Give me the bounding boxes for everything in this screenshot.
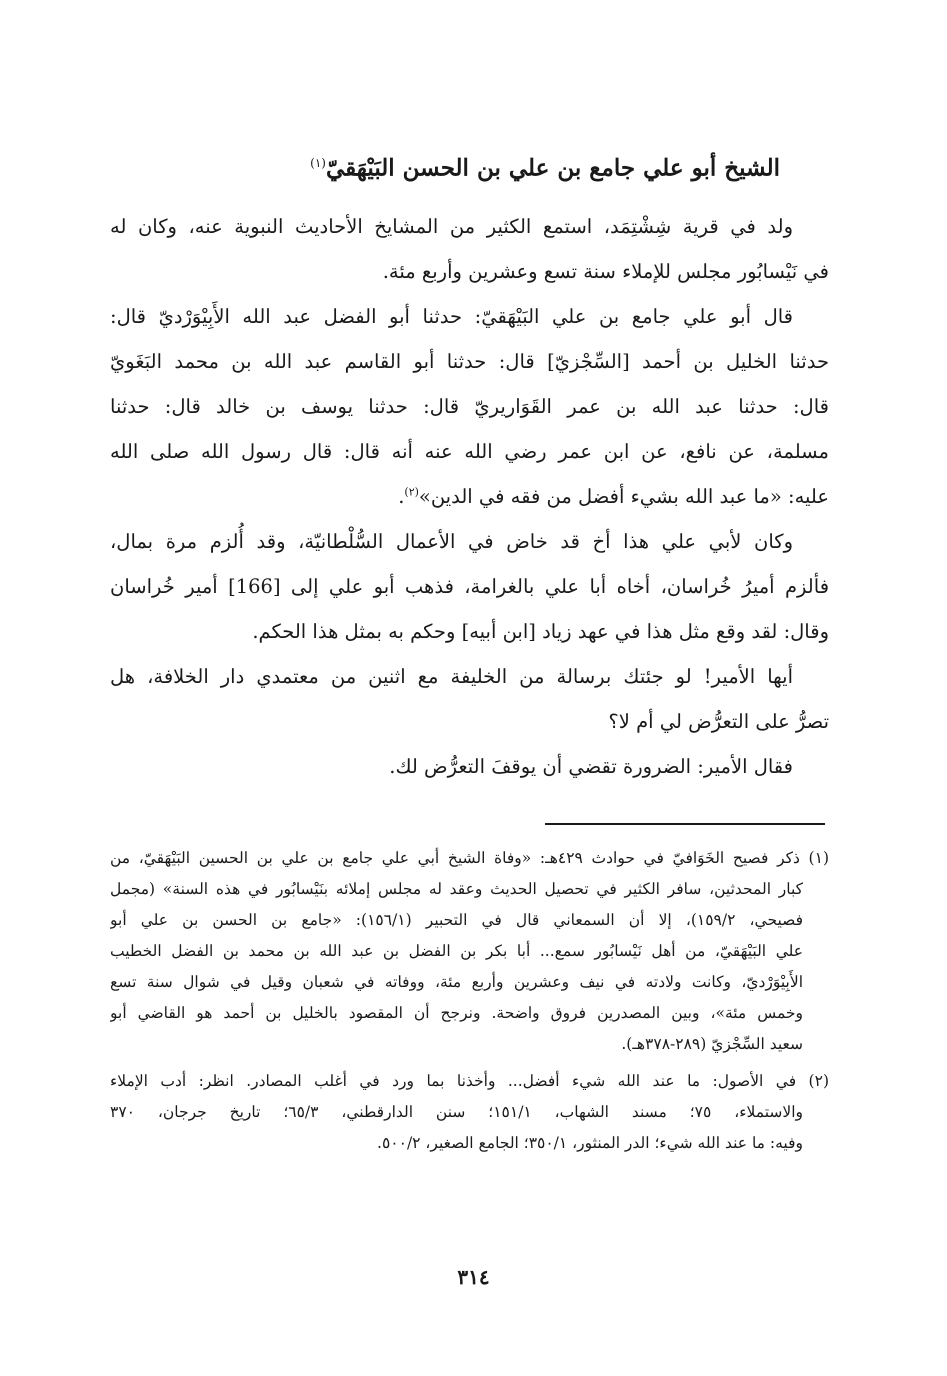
title-footnote-marker: (١) [310, 156, 326, 170]
footnote-line: فصيحي، ١٥٩/٢)، إلا أن السمعاني قال في التحبير (١٥٦/١): «جامع بن الحسن بن علي أبو [110, 911, 804, 929]
text-line-content: عليه: «ما عبد الله بشيء أفضل من فقه في الدين» [418, 485, 829, 508]
page-number: ٣١٤ [457, 1265, 490, 1289]
text-line: قال: حدثنا عبد الله بن عمر القَوَاريريّ قال: حدثنا يوسف بن خالد قال: حدثنا [110, 395, 829, 418]
footnote-line: وخمس مئة»، وبين المصدرين فروق واضحة. ونرجح أن المقصود بالخليل بن أحمد هو القاضي أبو [110, 1004, 803, 1022]
text-line: قال أبو علي جامع بن علي البَيْهَقيّ: حدثنا أبو الفضل عبد الله الأَبِيْوَرْديّ قال: [110, 305, 793, 328]
text-line: حدثنا الخليل بن أحمد [السِّجْزيّ] قال: حدثنا أبو القاسم عبد الله بن محمد البَغَويّ [110, 350, 829, 373]
footnote-line: (٢) في الأصول: ما عند الله شيء أفضل... وأخذنا بما ورد في أغلب المصادر. انظر: أدب الإملاء [110, 1072, 829, 1090]
footnotes [110, 843, 829, 1159]
footnote-line: كبار المحدثين، سافر الكثير في تحصيل الحديث وعقد له مجلس إملائه بنَيْسابُور في هذه السنة» (مجمل [110, 880, 803, 898]
footnote-marker: (٢) [404, 485, 419, 499]
footnote-line: وفيه: ما عند الله شيء؛ الدر المنثور، ٣٥٠/١؛ الجامع الصغير، ٥٠٠/٢. [377, 1134, 803, 1152]
text-line: ولد في قرية شِشْتِمَد، استمع الكثير من المشايخ الأحاديث النبوية عنه، وكان له [110, 215, 793, 238]
footnote-line: علي البَيْهَقيّ، من أهل نَيْسابُور سمع... أبا بكر بن الفضل بن عبد الله بن محمد بن الفضل الخطيب [110, 942, 803, 960]
body-text [110, 204, 829, 789]
text-line: في نَيْسابُور مجلس للإملاء سنة تسع وعشرين وأربع مئة. [382, 260, 829, 283]
footnote-line: سعيد السِّجْزيّ (٢٨٩-٣٧٨هـ). [621, 1035, 803, 1053]
text-line: فألزم أميرُ خُراسان، أخاه أبا علي بالغرامة، فذهب أبو علي إلى [166] أمير خُراسان [110, 575, 829, 598]
footnote-line: والاستملاء، ٧٥؛ مسند الشهاب، ١٥١/١؛ سنن الدارقطني، ٦٥/٣؛ تاريخ جرجان، ٣٧٠ [110, 1103, 803, 1121]
text-line: مسلمة، عن نافع، عن ابن عمر رضي الله عنه أنه قال: قال رسول الله صلى الله [110, 440, 829, 463]
text-line: تصرُّ على التعرُّض لي أم لا؟ [608, 710, 829, 733]
text-line: عليه: «ما عبد الله بشيء أفضل من فقه في الدين»$^{(٢)}$. [398, 485, 829, 508]
section-title-text: الشيخ أبو علي جامع بن علي بن الحسن البَيْهَقيّ [325, 154, 780, 182]
text-line: فقال الأمير: الضرورة تقضي أن يوقفَ التعرُّض لك. [389, 755, 793, 778]
footnote-line: الأَبِيْوَرْديّ، وكانت ولادته في نيف وعشرين وأربع مئة، ووفاته في شعبان وقيل في شوال سنة تسع [110, 973, 803, 991]
text-line: وقال: لقد وقع مثل هذا في عهد زياد [ابن أبيه] وحكم به بمثل هذا الحكم. [252, 620, 829, 643]
text-line: أيها الأمير! لو جئتك برسالة من الخليفة مع اثنين من معتمدي دار الخلافة، هل [110, 665, 793, 688]
footnote-divider [545, 823, 825, 825]
section-title [110, 146, 780, 186]
footnote-line: (١) ذكر فصيح الخَوَافيّ في حوادث ٤٢٩هـ: «وفاة الشيخ أبي علي جامع بن علي بن الحسين البَيْهَقيّ، من [110, 849, 829, 867]
text-line: وكان لأبي علي هذا أخ قد خاض في الأعمال السُّلْطانيّة، وقد أُلزم مرة بمال، [110, 530, 793, 553]
